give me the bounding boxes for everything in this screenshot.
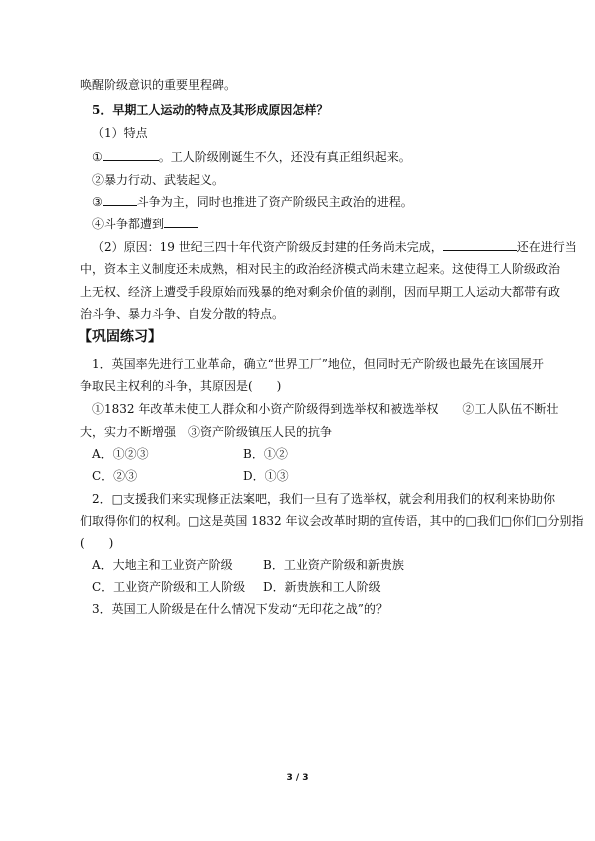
- fill-blank[interactable]: [443, 239, 517, 251]
- question-2-option-d[interactable]: D．新贵族和工人阶级: [263, 580, 381, 594]
- reason-line-3: 上无权、经济上遭受手段原始而残暴的绝对剩余价值的剥削，因而早期工人运动大都带有政: [80, 285, 561, 299]
- item-text: ④斗争都遭到: [92, 217, 165, 231]
- feature-item-4: [92, 216, 198, 232]
- question-1-option-c[interactable]: C．②③: [92, 469, 138, 483]
- fill-blank[interactable]: [164, 216, 198, 228]
- continuation-text: 唤醒阶级意识的重要里程碑。: [80, 78, 237, 92]
- question-1-line-4: 大，实力不断增强 ③资产阶级镇压人民的抗争: [80, 425, 333, 439]
- question-2-line-3: ( ): [80, 536, 114, 550]
- question-2-option-c[interactable]: C．工业资产阶级和工人阶级: [92, 580, 246, 594]
- item-text: 斗争为主，同时也推进了资产阶级民主政治的进程。: [136, 195, 413, 209]
- question-2-line-1: 2．□支援我们来实现修正法案吧，我们一旦有了选举权，就会利用我们的权利来协助你: [92, 492, 555, 506]
- fill-blank[interactable]: [103, 194, 137, 206]
- question-1-option-b[interactable]: B．①②: [243, 447, 288, 461]
- item-marker: ③: [92, 195, 103, 209]
- practice-heading: 【巩固练习】: [78, 329, 162, 345]
- feature-item-3: [92, 194, 413, 210]
- question-1-line-2: 争取民主权利的斗争，其原因是( ): [80, 379, 282, 393]
- feature-item-2: ②暴力行动、武装起义。: [92, 173, 225, 187]
- item-text: 。工人阶级刚诞生不久，还没有真正组织起来。: [158, 150, 411, 164]
- reason-text: （2）原因：19 世纪三四十年代资产阶级反封建的任务尚未完成，: [92, 240, 443, 254]
- question-1-option-d[interactable]: D．①③: [243, 469, 289, 483]
- item-marker: ①: [92, 150, 103, 164]
- fill-blank[interactable]: [103, 149, 159, 161]
- reason-line-2: 中，资本主义制度还未成熟，相对民主的政治经济模式尚未建立起来。这使得工人阶级政治: [80, 262, 561, 276]
- question-2-line-2: 们取得你们的权利。□这是英国 1832 年议会改革时期的宣传语，其中的□我们□你们□分别指: [80, 514, 584, 528]
- feature-item-1: [92, 149, 411, 165]
- question-2-option-a[interactable]: A．大地主和工业资产阶级: [92, 558, 233, 572]
- page-number: 3 / 3: [286, 773, 309, 783]
- question-1-line-1: 1．英国率先进行工业革命，确立“世界工厂”地位，但同时无产阶级也最先在该国展开: [92, 357, 544, 371]
- reason-text: 还在进行当: [516, 240, 577, 254]
- reason-line-1: [92, 239, 577, 255]
- question-1-line-3: ①1832 年改革未使工人群众和小资产阶级得到选举权和被选举权 ②工人队伍不断壮: [92, 402, 559, 416]
- question-5-title: 5．早期工人运动的特点及其形成原因怎样？: [92, 103, 329, 117]
- question-2-option-b[interactable]: B．工业资产阶级和新贵族: [263, 558, 404, 572]
- question-3: 3．英国工人阶级是在什么情况下发动“无印花之战”的？: [92, 602, 388, 616]
- subheading-features: （1）特点: [92, 126, 148, 140]
- question-1-option-a[interactable]: A．①②③: [92, 447, 149, 461]
- reason-line-4: 治斗争、暴力斗争、自发分散的特点。: [80, 307, 285, 321]
